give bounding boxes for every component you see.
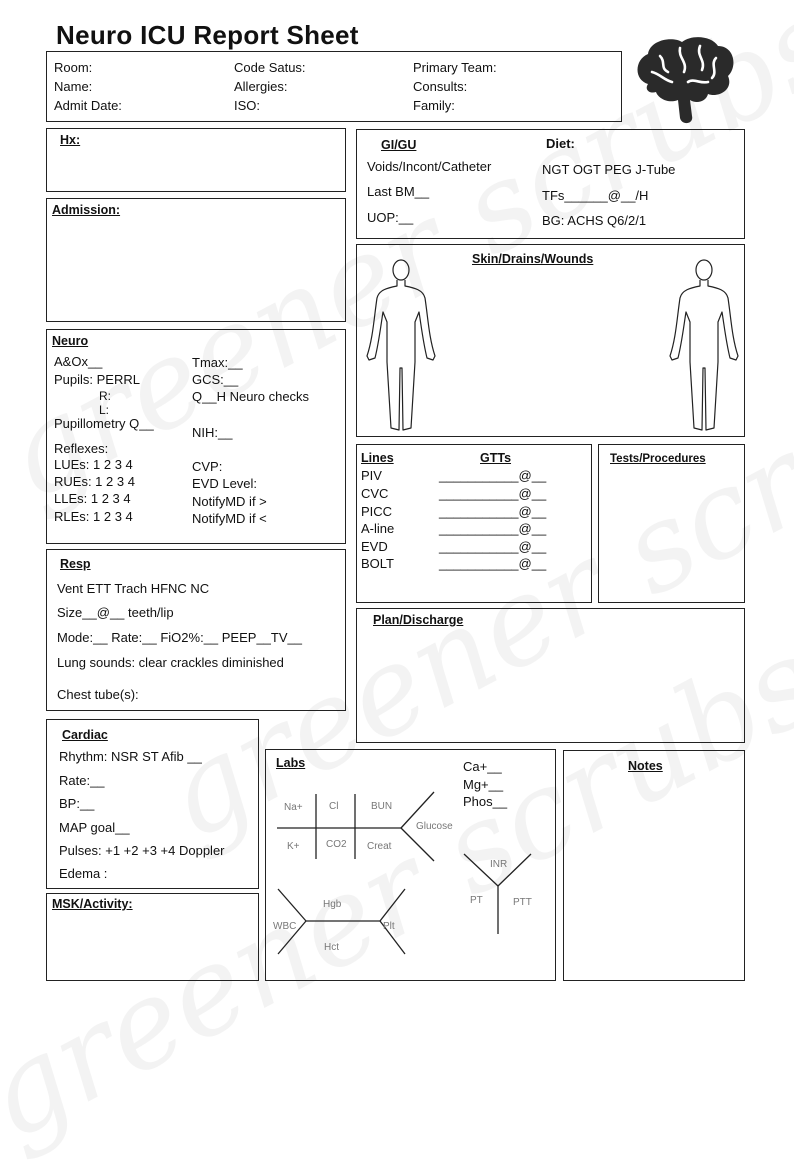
- tests-section: [598, 444, 745, 603]
- name-label: Name:: [54, 79, 93, 94]
- lab-hct: Hct: [324, 942, 339, 953]
- neuro-evd-level: EVD Level:: [192, 476, 258, 491]
- resp-chest-tube: Chest tube(s):: [57, 687, 139, 702]
- line-bolt: BOLT: [361, 556, 394, 571]
- lab-mg: Mg+__: [463, 777, 504, 792]
- notes-heading: Notes: [628, 759, 663, 773]
- lab-creat: Creat: [367, 841, 392, 852]
- lab-wbc: WBC: [273, 921, 297, 932]
- lab-k: K+: [287, 841, 300, 852]
- line-piv: PIV: [361, 468, 382, 483]
- brain-icon: [630, 32, 740, 127]
- lab-bun: BUN: [371, 801, 393, 812]
- gigu-heading: GI/GU: [381, 138, 417, 152]
- gtt-blank: ___________@__: [439, 539, 547, 554]
- plan-section: [356, 608, 745, 743]
- gigu-voids: Voids/Incont/Catheter: [367, 159, 492, 174]
- gtt-blank: ___________@__: [439, 504, 547, 519]
- labs-heading: Labs: [276, 756, 306, 770]
- hx-heading: Hx:: [60, 133, 81, 147]
- diet-tfs: TFs______@__/H: [542, 188, 649, 203]
- room-label: Room:: [54, 60, 93, 75]
- neuro-pupils: Pupils: PERRL: [54, 372, 140, 387]
- neuro-cvp: CVP:: [192, 459, 223, 474]
- neuro-aox: A&Ox__: [54, 354, 103, 369]
- lab-cl: Cl: [329, 801, 339, 812]
- lines-heading: Lines: [361, 451, 394, 465]
- line-picc: PICC: [361, 504, 393, 519]
- patient-info-section: [46, 51, 622, 122]
- human-figure-back-icon: [664, 258, 744, 436]
- admit-date-label: Admit Date:: [54, 98, 122, 113]
- line-evd: EVD: [361, 539, 388, 554]
- cardiac-rhythm: Rhythm: NSR ST Afib __: [59, 749, 202, 764]
- notes-section: [563, 750, 745, 981]
- cardiac-heading: Cardiac: [62, 728, 108, 742]
- neuro-notify-lt: NotifyMD if <: [192, 511, 267, 526]
- neuro-gcs: GCS:__: [192, 372, 239, 387]
- lab-pt: PT: [470, 895, 483, 906]
- lab-glucose: Glucose: [416, 821, 453, 832]
- iso-label: ISO:: [234, 98, 261, 113]
- neuro-lues: LUEs: 1 2 3 4: [54, 457, 133, 472]
- diet-heading: Diet:: [546, 136, 575, 151]
- cardiac-pulses: Pulses: +1 +2 +3 +4 Doppler: [59, 843, 225, 858]
- gtt-blank: ___________@__: [439, 486, 547, 501]
- diet-tubes: NGT OGT PEG J-Tube: [542, 162, 676, 177]
- bmp-fishbone: [265, 749, 556, 981]
- gtt-blank: ___________@__: [439, 521, 547, 536]
- tests-heading: Tests/Procedures: [610, 453, 706, 465]
- lab-na: Na+: [284, 802, 303, 813]
- hx-section: [46, 128, 346, 192]
- gtt-blank: ___________@__: [439, 468, 547, 483]
- allergies-label: Allergies:: [234, 79, 288, 94]
- neuro-pupillometry: Pupillometry Q__: [54, 416, 154, 431]
- lab-plt: Plt: [383, 921, 395, 932]
- resp-lung-sounds: Lung sounds: clear crackles diminished: [57, 655, 284, 670]
- cardiac-map-goal: MAP goal__: [59, 820, 130, 835]
- neuro-heading: Neuro: [52, 334, 89, 348]
- resp-size: Size__@__ teeth/lip: [57, 605, 174, 620]
- skin-heading: Skin/Drains/Wounds: [472, 252, 594, 266]
- page-title: Neuro ICU Report Sheet: [56, 20, 359, 50]
- gigu-uop: UOP:__: [367, 210, 414, 225]
- lab-inr: INR: [490, 859, 508, 870]
- resp-modes: Vent ETT Trach HFNC NC: [57, 581, 210, 596]
- neuro-pupil-r: R:: [99, 389, 111, 403]
- neuro-notify-gt: NotifyMD if >: [192, 494, 267, 509]
- neuro-rles: RLEs: 1 2 3 4: [54, 509, 133, 524]
- neuro-checks: Q__H Neuro checks: [192, 389, 310, 404]
- gigu-last-bm: Last BM__: [367, 184, 430, 199]
- primary-team-label: Primary Team:: [413, 60, 497, 75]
- line-cvc: CVC: [361, 486, 389, 501]
- resp-heading: Resp: [60, 557, 91, 571]
- lab-co2: CO2: [326, 839, 347, 850]
- cardiac-edema: Edema :: [59, 866, 108, 881]
- cardiac-bp: BP:__: [59, 796, 95, 811]
- neuro-pupil-l: L:: [99, 403, 110, 417]
- lab-ptt: PTT: [513, 897, 532, 908]
- consults-label: Consults:: [413, 79, 468, 94]
- msk-heading: MSK/Activity:: [52, 897, 133, 911]
- code-status-label: Code Satus:: [234, 60, 306, 75]
- lab-hgb: Hgb: [323, 899, 342, 910]
- line-aline: A-line: [361, 521, 395, 536]
- lab-phos: Phos__: [463, 794, 508, 809]
- cardiac-rate: Rate:__: [59, 773, 105, 788]
- neuro-nih: NIH:__: [192, 425, 233, 440]
- family-label: Family:: [413, 98, 455, 113]
- gtt-blank: ___________@__: [439, 556, 547, 571]
- admission-heading: Admission:: [52, 203, 121, 217]
- plan-heading: Plan/Discharge: [373, 613, 464, 627]
- lab-ca: Ca+__: [463, 759, 502, 774]
- neuro-lles: LLEs: 1 2 3 4: [54, 491, 131, 506]
- neuro-reflexes: Reflexes:: [54, 441, 109, 456]
- neuro-tmax: Tmax:__: [192, 355, 243, 370]
- resp-mode: Mode:__ Rate:__ FiO2%:__ PEEP__TV__: [57, 630, 302, 645]
- human-figure-front-icon: [361, 258, 441, 436]
- neuro-rues: RUEs: 1 2 3 4: [54, 474, 135, 489]
- diet-bg: BG: ACHS Q6/2/1: [542, 213, 647, 228]
- gtts-heading: GTTs: [480, 451, 512, 465]
